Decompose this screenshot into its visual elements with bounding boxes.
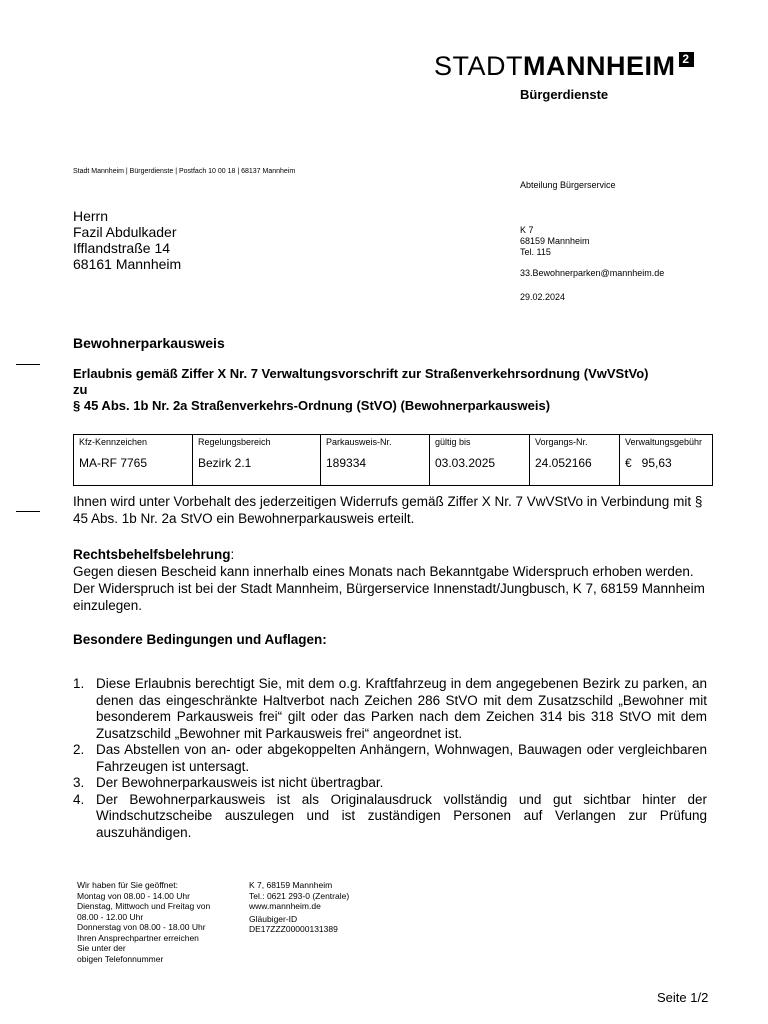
table-header-row: [74, 435, 713, 454]
recipient-name: Fazil Abdulkader: [73, 224, 177, 240]
footer-line: K 7, 68159 Mannheim: [249, 880, 333, 890]
document-title: Bewohnerparkausweis: [73, 335, 225, 351]
table-header-cell: Regelungsbereich: [193, 435, 321, 454]
footer-line: Gläubiger-ID: [249, 913, 298, 924]
office-phone: Tel. 115: [520, 247, 551, 257]
footer-line: Sie unter der: [77, 943, 126, 953]
table-cell-case-no: 24.052166: [530, 453, 620, 486]
office-street: K 7: [520, 225, 534, 235]
list-item-number: 3.: [73, 775, 85, 790]
list-item: [73, 792, 707, 842]
list-item: [73, 775, 707, 792]
legal-remedy-text: Gegen diesen Bescheid kann innerhalb eines Monats nach Bekanntgabe Widerspruch erhoben werden. Der Widerspruch ist bei der Stadt Mannheim, Bürgerservice Innenstadt/Jungbusch, K 7, 68159 Mannheim einzulegen.: [73, 564, 705, 613]
footer-line: Dienstag, Mittwoch und Freitag von: [77, 901, 211, 911]
logo-badge: 2: [679, 52, 694, 67]
recipient-salutation: Herrn: [73, 208, 109, 224]
legal-remedy-colon: :: [230, 547, 235, 562]
table-header-cell: Verwaltungsgebühr: [620, 435, 713, 454]
document-subtitle: [73, 366, 663, 414]
subtitle-line-1: Erlaubnis gemäß Ziffer X Nr. 7 Verwaltungsvorschrift zur Straßenverkehrsordnung (VwVStVo) zu: [73, 366, 649, 397]
list-item-number: 1.: [73, 676, 85, 691]
recipient-city: 68161 Mannheim: [73, 256, 182, 272]
table-cell-zone: Bezirk 2.1: [193, 453, 321, 486]
footer-line: DE17ZZZ00000131389: [249, 924, 338, 934]
office-city: 68159 Mannheim: [520, 236, 590, 246]
footer-contact: [249, 880, 349, 935]
recipient-street: Ifflandstraße 14: [73, 240, 171, 256]
footer-line: 08.00 - 12.00 Uhr: [77, 911, 144, 922]
legal-remedy: [73, 546, 713, 614]
footer-line: Wir haben für Sie geöffnet:: [77, 880, 178, 890]
list-item-text: Diese Erlaubnis berechtigt Sie, mit dem o.g. Kraftfahrzeug in dem angegebenen Bezirk zu parken, an denen das eingeschränkte Haltverbot nach Zeichen 286 StVO mit dem Zusatzschild „Bewohner mit besonderem Parkausweis frei“ gilt oder das Parken nach dem Zeichen 314 bis 318 StVO mit dem Zusatzschild „Bewohner mit Parkausweis frei“ angeordnet ist.: [96, 676, 707, 741]
list-item-number: 2.: [73, 742, 85, 757]
conditions-heading: Besondere Bedingungen und Auflagen:: [73, 632, 327, 647]
footer-line: Ihren Ansprechpartner erreichen: [77, 932, 199, 943]
footer-line: www.mannheim.de: [249, 901, 321, 911]
list-item: [73, 676, 707, 742]
table-header-cell: Parkausweis-Nr.: [321, 435, 430, 454]
letter-date: 29.02.2024: [520, 292, 566, 302]
office-email: 33.Bewohnerparken@mannheim.de: [520, 268, 665, 278]
footer-line: Tel.: 0621 293-0 (Zentrale): [249, 890, 350, 901]
table-header-cell: Vorgangs-Nr.: [530, 435, 620, 454]
footer-line: Donnerstag von 08.00 - 18.00 Uhr: [77, 922, 206, 932]
office-division: Abteilung Bürgerservice: [520, 180, 616, 190]
table-row: [74, 453, 713, 486]
logo-mannheim-text: MANNHEIM: [523, 51, 676, 81]
table-cell-plate: MA-RF 7765: [74, 453, 193, 486]
list-item-text: Der Bewohnerparkausweis ist nicht übertragbar.: [96, 775, 384, 790]
footer-line: obigen Telefonnummer: [77, 953, 164, 964]
table-header-cell: Kfz-Kennzeichen: [74, 435, 193, 454]
recipient-address: [73, 208, 181, 272]
table-cell-permit-no: 189334: [321, 453, 430, 486]
conditions-list: [73, 676, 707, 841]
city-logo: [434, 50, 694, 82]
office-address: [520, 225, 590, 258]
fold-mark: [16, 364, 40, 365]
footer-opening-hours: [77, 880, 210, 964]
permit-info-table: [73, 434, 713, 486]
list-item-text: Der Bewohnerparkausweis ist als Originalausdruck vollständig und gut sichtbar hinter der Windschutzscheibe auszulegen und ist zuständigen Personen auf Verlangen zur Prüfung auszuhändigen.: [96, 791, 707, 840]
list-item-number: 4.: [73, 791, 85, 807]
table-header-cell: gültig bis: [430, 435, 530, 454]
fold-mark: [16, 511, 40, 512]
footer-line: Montag von 08.00 - 14.00 Uhr: [77, 890, 190, 901]
list-item: [73, 742, 707, 775]
sender-line: Stadt Mannheim | Bürgerdienste | Postfach 10 00 18 | 68137 Mannheim: [73, 168, 296, 175]
logo-department: Bürgerdienste: [520, 87, 609, 102]
table-cell-fee: € 95,63: [620, 453, 713, 486]
page-number: Seite 1/2: [657, 990, 709, 1005]
legal-remedy-heading: Rechtsbehelfsbelehrung: [73, 547, 231, 562]
subtitle-line-2: § 45 Abs. 1b Nr. 2a Straßenverkehrs-Ordnung (StVO) (Bewohnerparkausweis): [73, 398, 551, 413]
grant-text: Ihnen wird unter Vorbehalt des jederzeitigen Widerrufs gemäß Ziffer X Nr. 7 VwVStVo in Verbindung mit § 45 Abs. 1b Nr. 2a StVO ein Bewohnerparkausweis erteilt.: [73, 494, 703, 526]
list-item-text: Das Abstellen von an- oder abgekoppelten Anhängern, Wohnwagen, Bauwagen oder vergleichbaren Fahrzeugen ist untersagt.: [96, 742, 707, 774]
table-cell-valid-until: 03.03.2025: [430, 453, 530, 486]
logo-stadt-text: STADT: [434, 51, 523, 81]
